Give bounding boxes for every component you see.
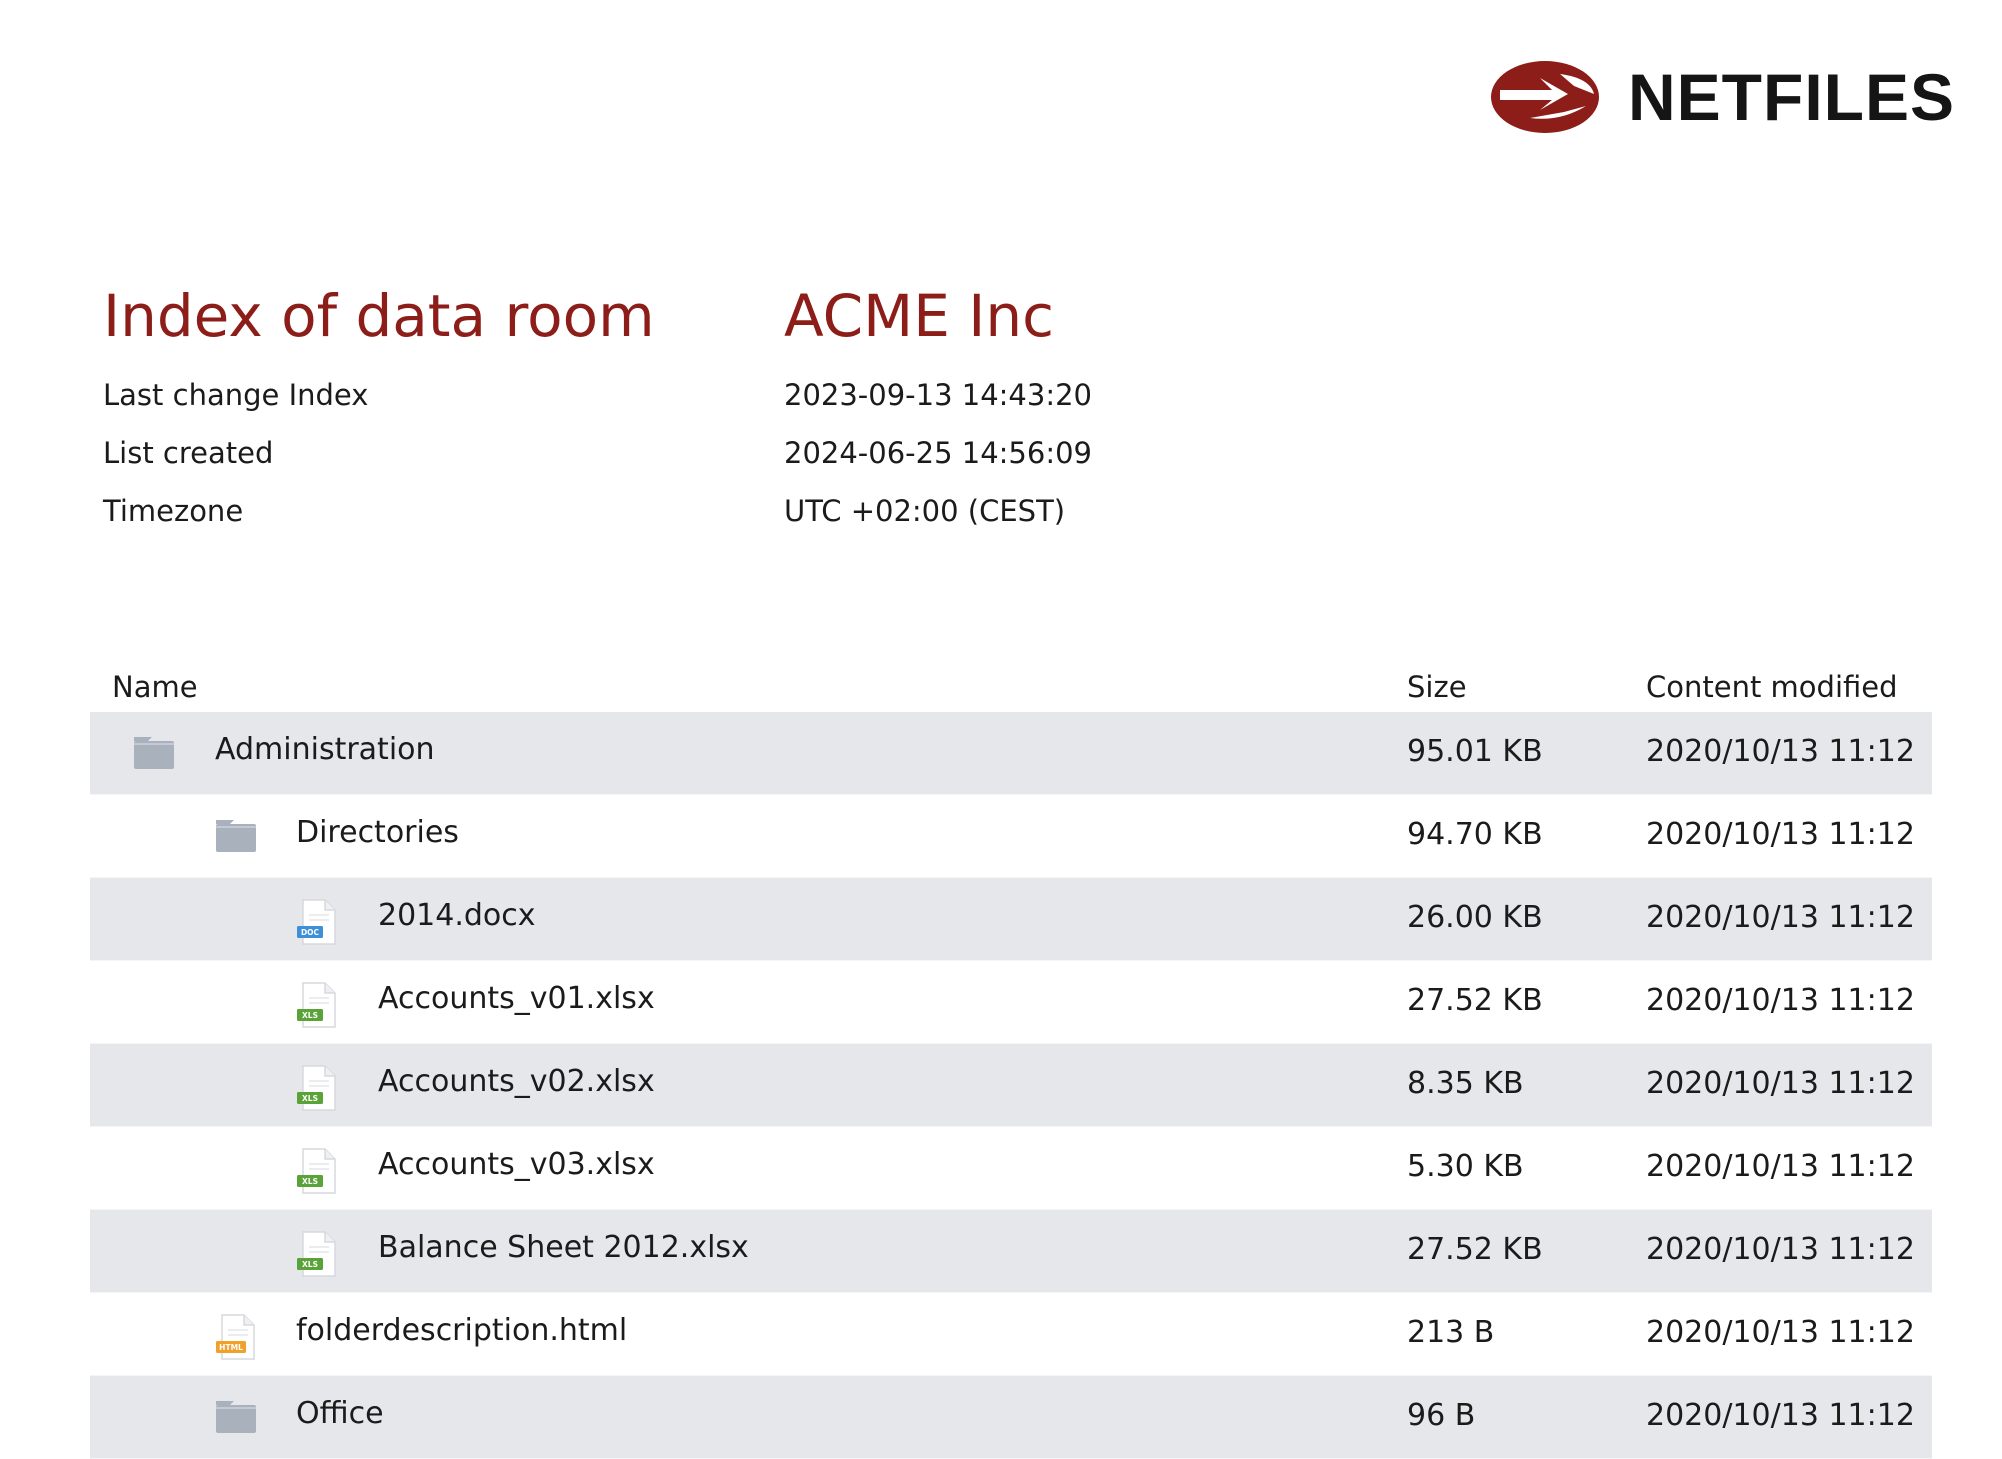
table-header: [90, 660, 1932, 712]
column-header-size: Size: [1407, 670, 1467, 704]
svg-text:DOC: DOC: [300, 928, 320, 937]
table-row[interactable]: [90, 1376, 1932, 1459]
page-title: Index of data room: [103, 282, 655, 350]
xls-file-icon: [295, 982, 339, 1022]
doc-file-icon: [295, 899, 339, 939]
svg-text:HTML: HTML: [219, 1343, 243, 1352]
xls-file-icon: [295, 1065, 339, 1105]
file-size: 96 B: [1407, 1398, 1476, 1433]
table-row[interactable]: [90, 1293, 1932, 1376]
content-modified: 2020/10/13 11:12: [1646, 817, 1915, 852]
table-row[interactable]: [90, 795, 1932, 878]
xls-file-icon: [295, 1148, 339, 1188]
table-row[interactable]: [90, 878, 1932, 961]
xls-file-icon: [295, 1231, 339, 1271]
file-name[interactable]: Balance Sheet 2012.xlsx: [378, 1230, 749, 1265]
column-header-name: Name: [112, 670, 198, 704]
column-header-modified: Content modified: [1646, 670, 1898, 704]
index-metadata: [103, 375, 1303, 549]
file-size: 94.70 KB: [1407, 817, 1543, 852]
file-name[interactable]: 2014.docx: [378, 898, 536, 933]
file-name[interactable]: Directories: [296, 815, 459, 850]
table-row[interactable]: [90, 712, 1932, 795]
content-modified: 2020/10/13 11:12: [1646, 1315, 1915, 1350]
svg-text:XLS: XLS: [302, 1094, 318, 1103]
table-row[interactable]: [90, 961, 1932, 1044]
file-size: 8.35 KB: [1407, 1066, 1524, 1101]
netfiles-logo-mark-icon: [1490, 60, 1600, 134]
meta-last-change: [103, 375, 1303, 433]
content-modified: 2020/10/13 11:12: [1646, 983, 1915, 1018]
file-size: 27.52 KB: [1407, 1232, 1543, 1267]
netfiles-logo-text: NETFILES: [1628, 60, 1956, 134]
meta-list-created: [103, 433, 1303, 491]
table-row[interactable]: [90, 1044, 1932, 1127]
file-size: 26.00 KB: [1407, 900, 1543, 935]
folder-icon: [214, 1397, 258, 1437]
file-index-table: [90, 660, 1932, 1459]
file-name[interactable]: Office: [296, 1396, 384, 1431]
html-file-icon: [214, 1314, 258, 1354]
file-name[interactable]: Administration: [215, 732, 435, 767]
file-name[interactable]: folderdescription.html: [296, 1313, 628, 1348]
meta-value: 2023-09-13 14:43:20: [784, 378, 1092, 412]
meta-label: Timezone: [103, 494, 244, 528]
file-name[interactable]: Accounts_v01.xlsx: [378, 981, 655, 1016]
content-modified: 2020/10/13 11:12: [1646, 1398, 1915, 1433]
meta-label: List created: [103, 436, 274, 470]
svg-text:XLS: XLS: [302, 1177, 318, 1186]
file-size: 27.52 KB: [1407, 983, 1543, 1018]
meta-value: 2024-06-25 14:56:09: [784, 436, 1092, 470]
table-row[interactable]: [90, 1210, 1932, 1293]
meta-timezone: [103, 491, 1303, 549]
file-name[interactable]: Accounts_v02.xlsx: [378, 1064, 655, 1099]
folder-icon: [214, 816, 258, 856]
netfiles-logo: [1490, 60, 1955, 134]
svg-text:XLS: XLS: [302, 1011, 318, 1020]
table-body: [90, 712, 1932, 1459]
file-size: 213 B: [1407, 1315, 1495, 1350]
file-name[interactable]: Accounts_v03.xlsx: [378, 1147, 655, 1182]
content-modified: 2020/10/13 11:12: [1646, 1149, 1915, 1184]
content-modified: 2020/10/13 11:12: [1646, 900, 1915, 935]
svg-text:XLS: XLS: [302, 1260, 318, 1269]
content-modified: 2020/10/13 11:12: [1646, 734, 1915, 769]
data-room-name: ACME Inc: [784, 282, 1055, 350]
page-title-row: [103, 282, 1903, 365]
file-size: 5.30 KB: [1407, 1149, 1524, 1184]
meta-value: UTC +02:00 (CEST): [784, 494, 1066, 528]
file-size: 95.01 KB: [1407, 734, 1543, 769]
meta-label: Last change Index: [103, 378, 369, 412]
folder-icon: [132, 733, 176, 773]
table-row[interactable]: [90, 1127, 1932, 1210]
content-modified: 2020/10/13 11:12: [1646, 1066, 1915, 1101]
content-modified: 2020/10/13 11:12: [1646, 1232, 1915, 1267]
